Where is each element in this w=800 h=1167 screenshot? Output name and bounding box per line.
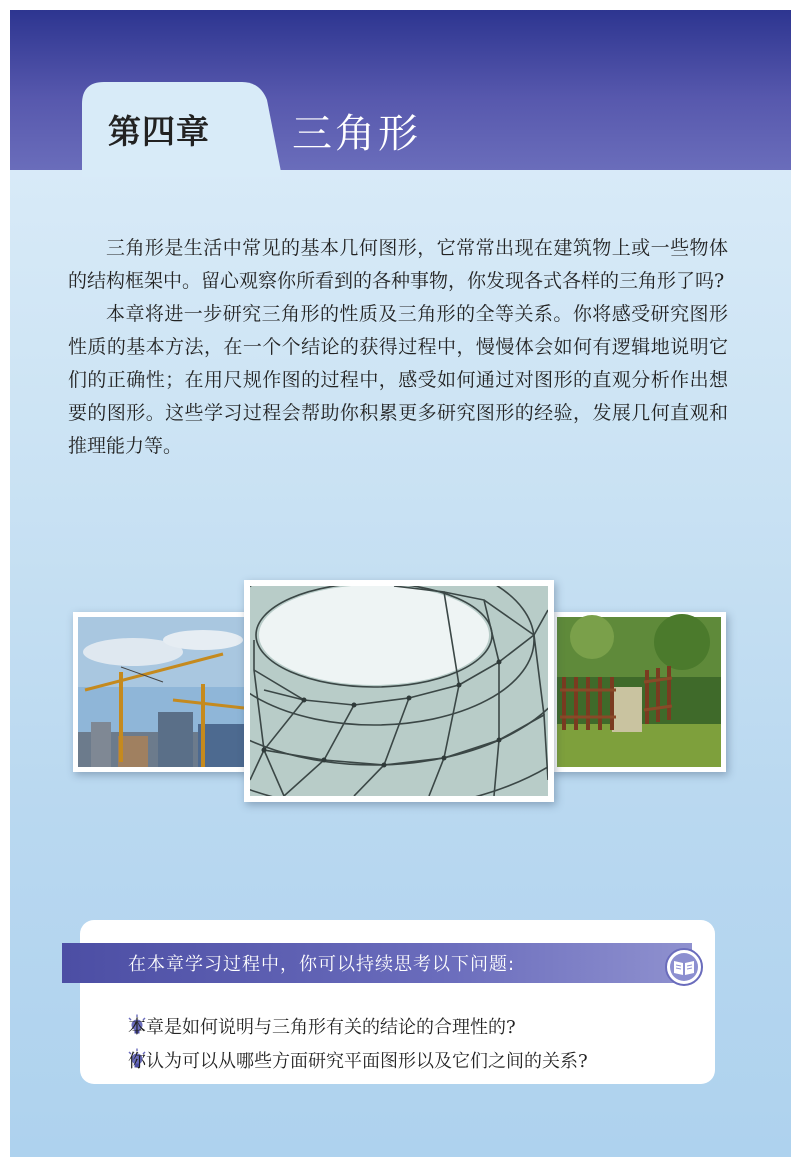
chapter-title: 三角形 xyxy=(292,111,421,157)
question-item: 本章是如何说明与三角形有关的结论的合理性的? xyxy=(128,1017,516,1038)
intro-text xyxy=(68,232,728,463)
wooden-gate-photo xyxy=(552,612,726,772)
open-book-icon xyxy=(665,948,703,986)
construction-cranes-photo xyxy=(73,612,249,772)
intro-paragraph: 三角形是生活中常见的基本几何图形，它常常出现在建筑物上或一些物体的结构框架中。留心观察你所看到的各种事物，你发现各式各样的三角形了吗? xyxy=(68,237,728,292)
intro-paragraph: 本章将进一步研究三角形的性质及三角形的全等关系。你将感受研究图形性质的基本方法，在一个个结论的获得过程中，慢慢体会如何有逻辑地说明它们的正确性；在用尺规作图的过程中，感受如何通过对图形的直观分析作出想要的图形。这些学习过程会帮助你积累更多研究图形的经验，发展几何直观和推理能力等。 xyxy=(68,303,728,457)
steel-dome-truss-photo xyxy=(244,580,554,802)
questions-header: 在本章学习过程中，你可以持续思考以下问题: xyxy=(128,954,516,975)
chapter-number: 第四章 xyxy=(108,112,210,151)
question-item: 你认为可以从哪些方面研究平面图形以及它们之间的关系? xyxy=(128,1051,588,1072)
